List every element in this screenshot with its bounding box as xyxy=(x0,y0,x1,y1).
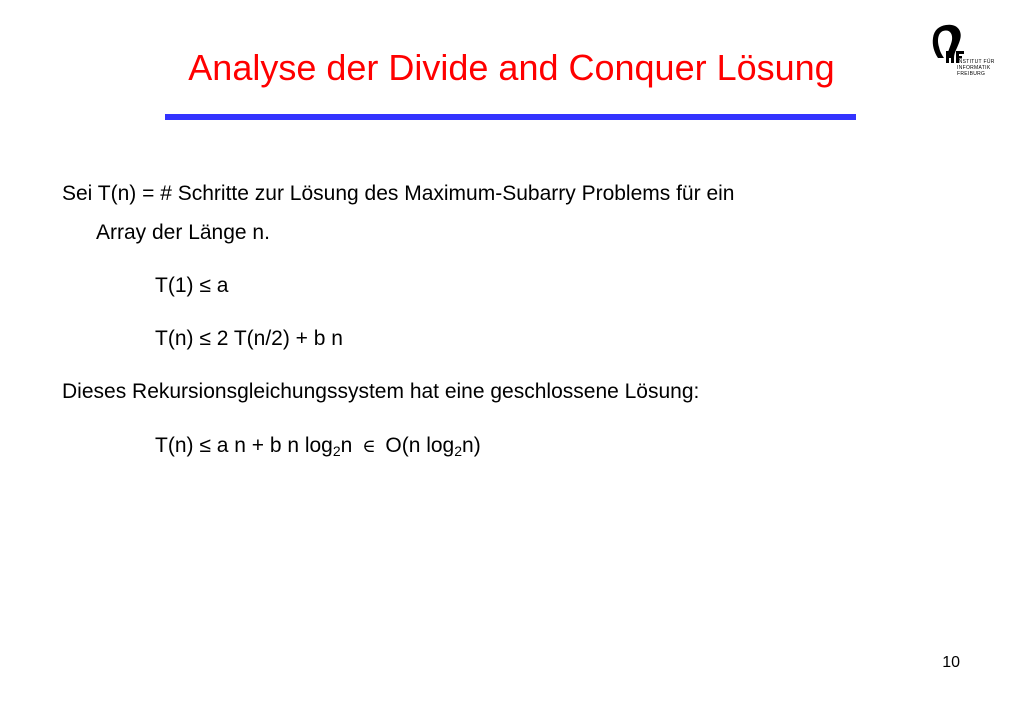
definition-line-2: Array der Länge n. xyxy=(96,221,270,244)
recurrence-step: T(n) ≤ 2 T(n/2) + b n xyxy=(155,327,343,350)
closed-form-equation xyxy=(155,433,481,460)
logo-text-line-3: FREIBURG xyxy=(957,71,986,77)
eq3-sub1: 2 xyxy=(332,443,341,459)
eq3-part3: O(n log xyxy=(385,434,455,457)
element-of-symbol: ∈ xyxy=(362,436,376,457)
logo-text-line-2: INFORMATIK xyxy=(957,65,991,71)
eq3-part4: n) xyxy=(462,434,481,457)
definition-line-1: Sei T(n) = # Schritte zur Lösung des Maximum-Subarry Problems für ein xyxy=(62,182,735,205)
logo-text-line-1: INSTITUT FÜR xyxy=(957,59,995,65)
page-number: 10 xyxy=(942,654,960,671)
eq3-part1: T(n) ≤ a n + b n log xyxy=(155,434,333,457)
slide-title: Analyse der Divide and Conquer Lösung xyxy=(188,47,835,88)
eq3-part2: n xyxy=(340,434,353,457)
eq3-sub2: 2 xyxy=(454,443,463,459)
closed-form-intro: Dieses Rekursionsgleichungssystem hat eine geschlossene Lösung: xyxy=(62,380,700,403)
recurrence-base-case: T(1) ≤ a xyxy=(155,274,229,297)
